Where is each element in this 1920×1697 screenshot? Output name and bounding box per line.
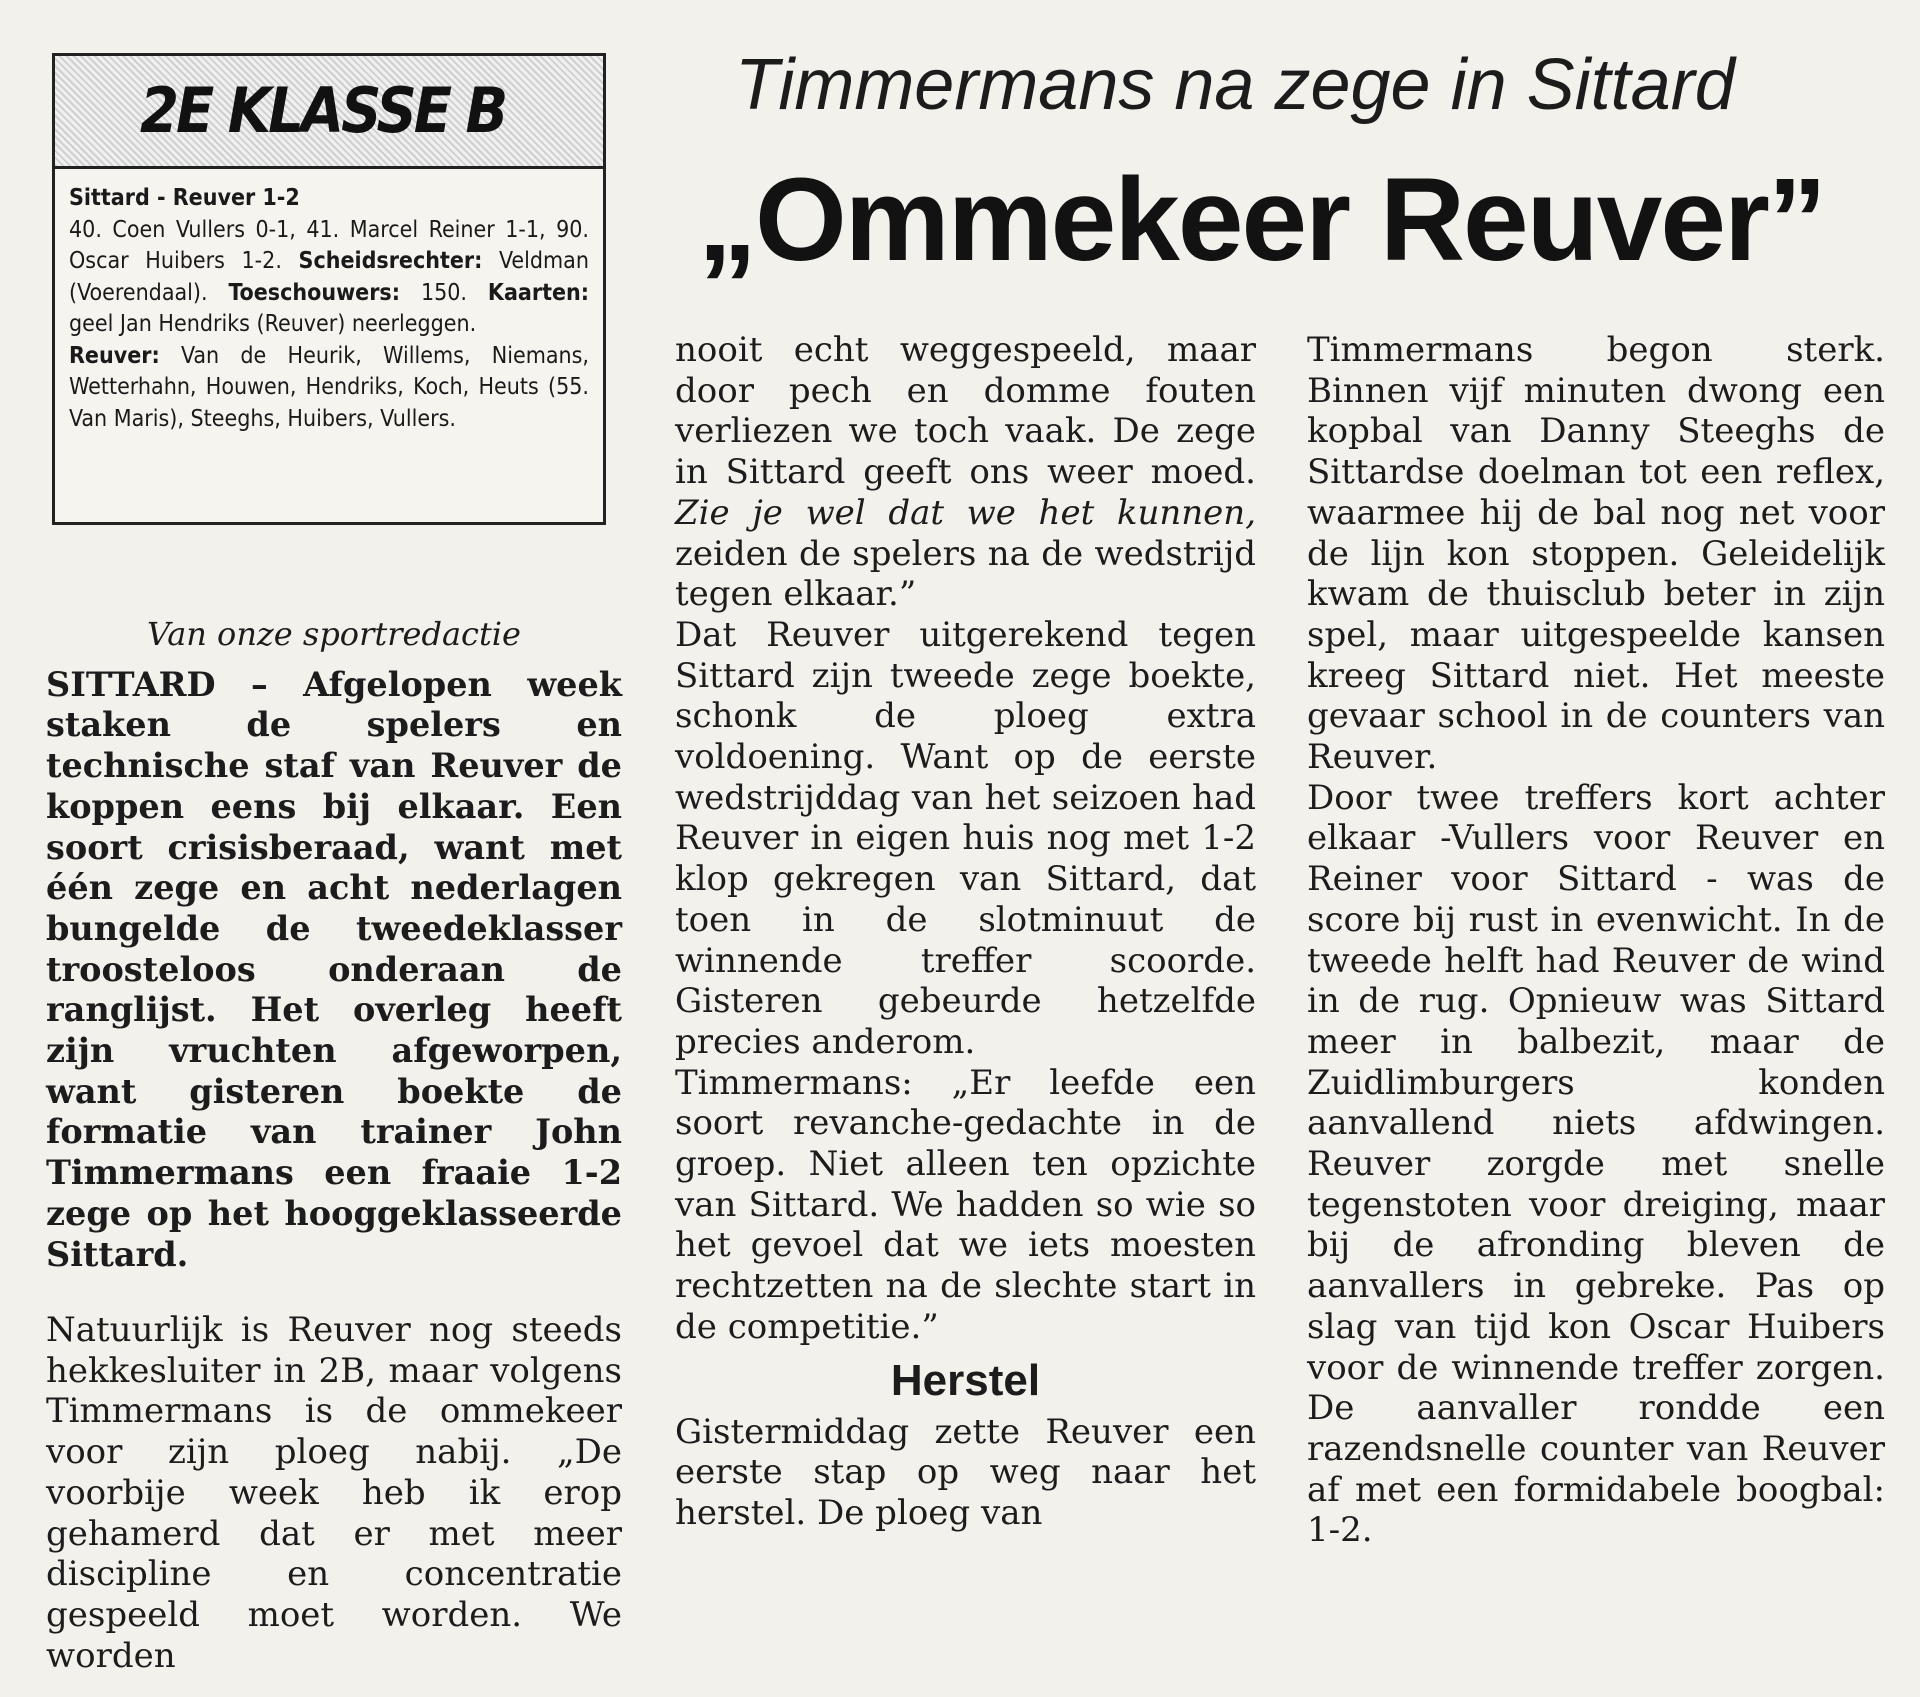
match-details <box>69 215 589 341</box>
article-paragraph-2: Dat Reuver uitgerekend tegen Sittard zijn tweede zege boekte, schonk de ploeg extra voldoening. Want op de eerste wedstrijddag van het seizoen had Reuver in eigen huis nog met 1-2 klop gekregen van Sittard, dat toen in de slotminuut de winnende treffer scoorde. Gisteren gebeurde hetzelfde precies anderom. <box>675 614 1256 1062</box>
article-column-3 <box>1307 330 1885 1551</box>
article-lead: SITTARD – Afgelopen week staken de spelers en technische staf van Reuver de koppen eens bij elkaar. Een soort crisisberaad, want met één zege en acht nederlagen bungelde de tweedeklasser troosteloos onderaan de ranglijst. Het overleg heeft zijn vruchten afgeworpen, want gisteren boekte de formatie van trainer John Timmermans een fraaie 1-2 zege op het hooggeklasseerde Sittard. <box>46 664 622 1274</box>
goals: 40. Coen Vullers 0-1, 41. Marcel Reiner 1-1, 90. Oscar Huibers 1-2. <box>69 216 589 274</box>
lineup <box>69 341 589 436</box>
quote-italic: Zie je wel dat we het kunnen, <box>675 492 1256 533</box>
results-box <box>52 53 606 525</box>
lineup-label: Reuver: <box>69 342 160 369</box>
article-column-2 <box>675 330 1256 1534</box>
article-kicker: Timmermans na zege in Sittard <box>735 45 1735 125</box>
cards-label: Kaarten: <box>487 279 590 306</box>
match-result: Sittard - Reuver 1-2 <box>69 185 300 211</box>
results-box-header <box>55 56 603 169</box>
article-paragraph-5: Door twee treffers kort achter elkaar -Vullers voor Reuver en Reiner voor Sittard - was de score bij rust in evenwicht. In de tweede helft had Reuver de wind in de rug. Opnieuw was Sittard meer in balbezit, maar de Zuidlimburgers konden aanvallend niets afdwingen. Reuver zorgde met snelle tegenstoten voor dreiging, maar bij de afronding bleven de aanvallers in gebreke. Pas op slag van tijd kon Oscar Huibers voor de winnende treffer zorgen. De aanvaller rondde een razendsnelle counter van Reuver af met een formidabele boogbal: 1-2. <box>1307 777 1885 1551</box>
article-subhead: Herstel <box>890 1355 1041 1405</box>
article-paragraph-4-cont: Timmermans begon sterk. Binnen vijf minuten dwong een kopbal van Danny Steeghs de Sittardse doelman tot een reflex, waarmee hij de bal nog net voor de lijn kon stoppen. Geleidelijk kwam de thuisclub beter in zijn spel, maar uitgespeelde kansen kreeg Sittard niet. Het meeste gevaar school in de counters van Reuver. <box>1307 330 1885 778</box>
referee: Veldman (Voerendaal). <box>69 248 589 306</box>
results-box-body <box>55 169 603 435</box>
spectators: 150. <box>420 279 467 306</box>
article-paragraph-1-start: Natuurlijk is Reuver nog steeds hekkesluiter in 2B, maar volgens Timmermans is de ommekeer voor zijn ploeg nabij. „De voorbije week heb ik erop gehamerd dat er met meer discipline en concentratie gespeeld moet worden. We worden <box>46 1310 622 1676</box>
article-paragraph-3: Timmermans: „Er leefde een soort revanche-gedachte in de groep. Niet alleen ten opzichte van Sittard. We hadden so wie so het gevoel dat we iets moesten rechtzetten na de slechte start in de competitie.” <box>675 1062 1256 1347</box>
byline: Van onze sportredactie <box>147 615 521 653</box>
cards: geel Jan Hendriks (Reuver) neerleggen. <box>69 311 477 337</box>
spectators-label: Toeschouwers: <box>228 279 401 306</box>
article-paragraph-4-start: Gistermiddag zette Reuver een eerste stap op weg naar het herstel. De ploeg van <box>675 1411 1256 1533</box>
article-column-1-body <box>46 1310 622 1676</box>
article-paragraph-1-cont: nooit echt weggespeeld, maar door pech en domme fouten verliezen we toch vaak. De zege in Sittard geeft ons weer moed. Zie je wel dat we het kunnen, zeiden de spelers na de wedstrijd tegen elkaar.” <box>675 330 1256 615</box>
lineup-players: Van de Heurik, Willems, Niemans, Wetterhahn, Houwen, Hendriks, Koch, Heuts (55. Van Maris), Steeghs, Huibers, Vullers. <box>69 342 589 432</box>
results-box-title: 2E KLASSE B <box>140 74 506 148</box>
referee-label: Scheidsrechter: <box>298 248 483 274</box>
article-headline: „Ommekeer Reuver” <box>698 154 1825 286</box>
quote-end: zeiden de spelers na de wedstrijd tegen elkaar.” <box>675 533 1256 615</box>
article-column-1 <box>46 614 622 1297</box>
